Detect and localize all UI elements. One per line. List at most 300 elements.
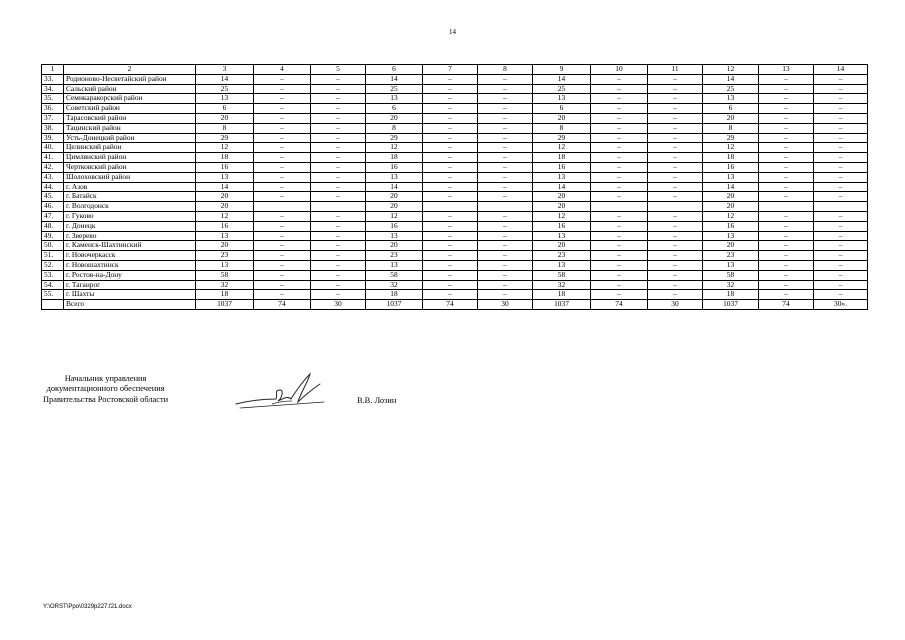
cell-value: – <box>759 221 814 231</box>
cell-value: – <box>478 251 533 261</box>
cell-value: 29 <box>703 133 759 143</box>
cell-value: – <box>814 182 868 192</box>
cell-value: – <box>478 162 533 172</box>
cell-value: 13 <box>533 231 591 241</box>
cell-value: 18 <box>703 290 759 300</box>
cell-value: – <box>478 280 533 290</box>
row-number <box>42 300 64 310</box>
cell-value: – <box>591 172 648 182</box>
cell-value: – <box>814 221 868 231</box>
cell-value: – <box>254 241 311 251</box>
column-header-10: 10 <box>591 65 648 75</box>
cell-value: – <box>759 123 814 133</box>
cell-value: 1037 <box>703 300 759 310</box>
cell-value: – <box>254 84 311 94</box>
row-number: 35. <box>42 94 64 104</box>
row-number: 44. <box>42 182 64 192</box>
cell-value: – <box>311 84 366 94</box>
cell-value: – <box>814 94 868 104</box>
cell-value: – <box>478 211 533 221</box>
cell-value: – <box>254 182 311 192</box>
table-row <box>42 241 868 251</box>
cell-value: 1037 <box>366 300 423 310</box>
cell-value: 20 <box>196 192 254 202</box>
cell-value: – <box>311 221 366 231</box>
cell-value: 16 <box>533 162 591 172</box>
cell-value: 20 <box>533 241 591 251</box>
table-row <box>42 260 868 270</box>
cell-value: 74 <box>759 300 814 310</box>
cell-value: – <box>311 290 366 300</box>
cell-value: – <box>759 182 814 192</box>
cell-value: – <box>478 84 533 94</box>
cell-value: – <box>591 231 648 241</box>
cell-value: – <box>591 133 648 143</box>
row-number: 38. <box>42 123 64 133</box>
cell-value: – <box>759 231 814 241</box>
table-row <box>42 162 868 172</box>
row-number: 39. <box>42 133 64 143</box>
cell-value: 13 <box>196 172 254 182</box>
cell-value: – <box>423 270 478 280</box>
cell-value: – <box>311 113 366 123</box>
table-row <box>42 123 868 133</box>
cell-value: – <box>423 74 478 84</box>
cell-value: – <box>648 172 703 182</box>
cell-value: 58 <box>703 270 759 280</box>
cell-value: 20 <box>366 192 423 202</box>
table-row <box>42 94 868 104</box>
cell-value: – <box>648 270 703 280</box>
district-name: г. Донецк <box>64 221 196 231</box>
cell-value: 18 <box>366 153 423 163</box>
cell-value: 32 <box>366 280 423 290</box>
cell-value: 8 <box>703 123 759 133</box>
cell-value: – <box>254 143 311 153</box>
cell-value: – <box>814 162 868 172</box>
cell-value: – <box>478 113 533 123</box>
cell-value: – <box>423 172 478 182</box>
cell-value: – <box>648 143 703 153</box>
cell-value: – <box>814 260 868 270</box>
cell-value: – <box>759 251 814 261</box>
row-number: 36. <box>42 104 64 114</box>
cell-value: – <box>478 241 533 251</box>
cell-value: 20 <box>703 241 759 251</box>
cell-value: – <box>591 211 648 221</box>
row-number: 42. <box>42 162 64 172</box>
cell-value: 23 <box>366 251 423 261</box>
cell-value: – <box>478 153 533 163</box>
cell-value: 13 <box>196 94 254 104</box>
cell-value: – <box>814 241 868 251</box>
cell-value: 13 <box>703 94 759 104</box>
row-number: 41. <box>42 153 64 163</box>
cell-value: – <box>591 260 648 270</box>
cell-value: 30». <box>814 300 868 310</box>
cell-value: – <box>311 153 366 163</box>
cell-value: 20 <box>196 241 254 251</box>
cell-value: – <box>478 182 533 192</box>
cell-value: 30 <box>478 300 533 310</box>
cell-value: – <box>478 74 533 84</box>
cell-value: 14 <box>366 74 423 84</box>
cell-value: – <box>648 280 703 290</box>
cell-value: – <box>311 133 366 143</box>
cell-value <box>814 202 868 212</box>
cell-value: – <box>759 211 814 221</box>
cell-value: 29 <box>533 133 591 143</box>
cell-value: – <box>591 241 648 251</box>
cell-value: – <box>423 260 478 270</box>
row-number: 55. <box>42 290 64 300</box>
cell-value: – <box>311 241 366 251</box>
cell-value: 16 <box>533 221 591 231</box>
cell-value: 18 <box>196 153 254 163</box>
cell-value: – <box>311 280 366 290</box>
cell-value: 74 <box>254 300 311 310</box>
cell-value: – <box>648 113 703 123</box>
column-header-3: 3 <box>196 65 254 75</box>
signer-name: В.В. Лозин <box>357 396 397 405</box>
cell-value: 25 <box>703 84 759 94</box>
cell-value: 6 <box>533 104 591 114</box>
column-header-8: 8 <box>478 65 533 75</box>
cell-value: 12 <box>196 211 254 221</box>
cell-value: 20 <box>196 202 254 212</box>
cell-value: 23 <box>196 251 254 261</box>
cell-value: – <box>311 182 366 192</box>
cell-value: 18 <box>366 290 423 300</box>
district-name: Целинский район <box>64 143 196 153</box>
table-row <box>42 192 868 202</box>
column-header-2: 2 <box>64 65 196 75</box>
cell-value: 16 <box>366 221 423 231</box>
district-name: Усть-Донецкий район <box>64 133 196 143</box>
cell-value: – <box>423 143 478 153</box>
district-name: Семикаракорский район <box>64 94 196 104</box>
cell-value: 14 <box>703 182 759 192</box>
cell-value: – <box>759 113 814 123</box>
cell-value: 18 <box>703 153 759 163</box>
district-name: Шолоховский район <box>64 172 196 182</box>
cell-value: – <box>814 84 868 94</box>
cell-value: 13 <box>366 172 423 182</box>
cell-value: – <box>423 94 478 104</box>
cell-value: – <box>311 260 366 270</box>
column-header-14: 14 <box>814 65 868 75</box>
cell-value: – <box>423 153 478 163</box>
cell-value: 20 <box>703 202 759 212</box>
column-header-7: 7 <box>423 65 478 75</box>
cell-value: – <box>254 74 311 84</box>
cell-value <box>648 202 703 212</box>
cell-value: – <box>648 74 703 84</box>
cell-value: – <box>254 162 311 172</box>
cell-value: – <box>311 192 366 202</box>
district-name: Тарасовский район <box>64 113 196 123</box>
cell-value: 16 <box>196 221 254 231</box>
column-header-1: 1 <box>42 65 64 75</box>
district-name: г. Шахты <box>64 290 196 300</box>
cell-value: – <box>591 270 648 280</box>
cell-value: – <box>648 84 703 94</box>
cell-value: 23 <box>533 251 591 261</box>
handwritten-signature <box>228 368 338 414</box>
cell-value: – <box>423 162 478 172</box>
cell-value: – <box>311 231 366 241</box>
district-name: Цимлянский район <box>64 153 196 163</box>
row-number: 34. <box>42 84 64 94</box>
cell-value: 13 <box>533 172 591 182</box>
cell-value: – <box>591 123 648 133</box>
cell-value: – <box>423 251 478 261</box>
row-number: 53. <box>42 270 64 280</box>
cell-value <box>311 202 366 212</box>
cell-value: – <box>311 123 366 133</box>
table-row <box>42 153 868 163</box>
cell-value: 14 <box>533 74 591 84</box>
cell-value: 12 <box>366 211 423 221</box>
cell-value: 20 <box>533 113 591 123</box>
cell-value: – <box>478 172 533 182</box>
cell-value: – <box>423 290 478 300</box>
cell-value: 23 <box>703 251 759 261</box>
cell-value <box>759 202 814 212</box>
cell-value: 12 <box>196 143 254 153</box>
column-header-5: 5 <box>311 65 366 75</box>
table-row <box>42 290 868 300</box>
cell-value: – <box>478 270 533 280</box>
cell-value: 30 <box>648 300 703 310</box>
column-header-9: 9 <box>533 65 591 75</box>
district-name: г. Батайск <box>64 192 196 202</box>
row-number: 49. <box>42 231 64 241</box>
cell-value: – <box>814 133 868 143</box>
cell-value: 25 <box>533 84 591 94</box>
cell-value: – <box>478 94 533 104</box>
cell-value: – <box>648 251 703 261</box>
cell-value: – <box>814 104 868 114</box>
cell-value: – <box>759 143 814 153</box>
cell-value: – <box>591 280 648 290</box>
table-row <box>42 211 868 221</box>
cell-value: – <box>478 221 533 231</box>
cell-value: 18 <box>533 290 591 300</box>
cell-value: – <box>648 104 703 114</box>
cell-value: – <box>814 143 868 153</box>
cell-value: – <box>591 74 648 84</box>
cell-value: 6 <box>196 104 254 114</box>
cell-value: – <box>591 290 648 300</box>
cell-value: – <box>759 84 814 94</box>
cell-value: 20 <box>366 113 423 123</box>
cell-value: 13 <box>533 94 591 104</box>
district-name: г. Таганрог <box>64 280 196 290</box>
cell-value: – <box>648 123 703 133</box>
cell-value: – <box>591 221 648 231</box>
cell-value: – <box>254 280 311 290</box>
row-number: 47. <box>42 211 64 221</box>
cell-value: 1037 <box>533 300 591 310</box>
cell-value: – <box>423 221 478 231</box>
cell-value: – <box>814 153 868 163</box>
cell-value: 12 <box>703 143 759 153</box>
table-row <box>42 74 868 84</box>
table-body <box>42 74 868 309</box>
cell-value: – <box>254 104 311 114</box>
district-name: г. Новошахтинск <box>64 260 196 270</box>
table-row <box>42 280 868 290</box>
cell-value: 74 <box>591 300 648 310</box>
cell-value: – <box>254 123 311 133</box>
cell-value: – <box>254 211 311 221</box>
cell-value: – <box>814 113 868 123</box>
cell-value: – <box>759 94 814 104</box>
cell-value: – <box>648 290 703 300</box>
cell-value: 13 <box>196 231 254 241</box>
cell-value: – <box>423 241 478 251</box>
row-number: 45. <box>42 192 64 202</box>
row-number: 43. <box>42 172 64 182</box>
signer-title-line-1: Начальник управления <box>64 374 147 383</box>
table-row <box>42 231 868 241</box>
table-row <box>42 300 868 310</box>
district-name: Всего <box>64 300 196 310</box>
cell-value: – <box>648 153 703 163</box>
cell-value: – <box>423 104 478 114</box>
cell-value: – <box>648 211 703 221</box>
cell-value: 58 <box>533 270 591 280</box>
cell-value: 14 <box>196 182 254 192</box>
cell-value: – <box>591 113 648 123</box>
district-name: Советский район <box>64 104 196 114</box>
cell-value: 29 <box>196 133 254 143</box>
cell-value: – <box>648 94 703 104</box>
cell-value: 13 <box>703 231 759 241</box>
cell-value: – <box>648 182 703 192</box>
column-header-12: 12 <box>703 65 759 75</box>
cell-value: – <box>254 251 311 261</box>
cell-value: 18 <box>533 153 591 163</box>
cell-value: – <box>759 74 814 84</box>
cell-value: – <box>759 270 814 280</box>
cell-value: – <box>254 133 311 143</box>
cell-value: – <box>759 133 814 143</box>
cell-value: 32 <box>196 280 254 290</box>
cell-value: – <box>311 104 366 114</box>
cell-value: – <box>254 290 311 300</box>
cell-value: – <box>423 84 478 94</box>
table-row <box>42 182 868 192</box>
cell-value: – <box>814 270 868 280</box>
table-row <box>42 143 868 153</box>
cell-value: – <box>478 123 533 133</box>
table-row <box>42 221 868 231</box>
row-number: 48. <box>42 221 64 231</box>
cell-value <box>423 202 478 212</box>
cell-value: 14 <box>533 182 591 192</box>
cell-value: – <box>814 74 868 84</box>
table-row <box>42 202 868 212</box>
cell-value: – <box>423 133 478 143</box>
cell-value: 13 <box>196 260 254 270</box>
table-row <box>42 133 868 143</box>
cell-value: 74 <box>423 300 478 310</box>
cell-value: – <box>311 172 366 182</box>
column-header-11: 11 <box>648 65 703 75</box>
cell-value: – <box>591 153 648 163</box>
district-name: Чертковский район <box>64 162 196 172</box>
cell-value: – <box>423 211 478 221</box>
cell-value: – <box>591 192 648 202</box>
cell-value: – <box>759 162 814 172</box>
table-row <box>42 104 868 114</box>
cell-value: 1037 <box>196 300 254 310</box>
cell-value: 20 <box>533 192 591 202</box>
district-name: Сальский район <box>64 84 196 94</box>
allocation-table <box>41 64 868 310</box>
table-row <box>42 84 868 94</box>
cell-value: – <box>814 172 868 182</box>
cell-value: – <box>591 94 648 104</box>
cell-value: – <box>254 192 311 202</box>
district-name: г. Каменск-Шахтинский <box>64 241 196 251</box>
cell-value: – <box>478 231 533 241</box>
cell-value: – <box>648 192 703 202</box>
cell-value: 58 <box>196 270 254 280</box>
cell-value: – <box>423 113 478 123</box>
cell-value: 14 <box>196 74 254 84</box>
cell-value: 6 <box>366 104 423 114</box>
district-name: г. Ростов-на-Дону <box>64 270 196 280</box>
cell-value: 8 <box>196 123 254 133</box>
cell-value: 25 <box>366 84 423 94</box>
table-row <box>42 172 868 182</box>
cell-value: – <box>759 153 814 163</box>
table-row <box>42 251 868 261</box>
cell-value: – <box>478 143 533 153</box>
cell-value: – <box>311 162 366 172</box>
cell-value: – <box>759 260 814 270</box>
cell-value: – <box>254 221 311 231</box>
cell-value: 13 <box>703 260 759 270</box>
row-number: 52. <box>42 260 64 270</box>
cell-value: 58 <box>366 270 423 280</box>
row-number: 40. <box>42 143 64 153</box>
cell-value: – <box>254 260 311 270</box>
cell-value: – <box>423 280 478 290</box>
cell-value: 12 <box>366 143 423 153</box>
cell-value: – <box>254 153 311 163</box>
cell-value: – <box>814 251 868 261</box>
cell-value: 16 <box>196 162 254 172</box>
cell-value: – <box>311 270 366 280</box>
cell-value: – <box>648 241 703 251</box>
cell-value: – <box>423 182 478 192</box>
cell-value: 13 <box>533 260 591 270</box>
cell-value: 20 <box>703 192 759 202</box>
cell-value: 13 <box>366 231 423 241</box>
cell-value: – <box>759 172 814 182</box>
cell-value <box>591 202 648 212</box>
page-number: 14 <box>449 28 456 36</box>
cell-value: 14 <box>366 182 423 192</box>
cell-value: – <box>254 94 311 104</box>
cell-value: 30 <box>311 300 366 310</box>
cell-value <box>254 202 311 212</box>
cell-value: 13 <box>366 94 423 104</box>
